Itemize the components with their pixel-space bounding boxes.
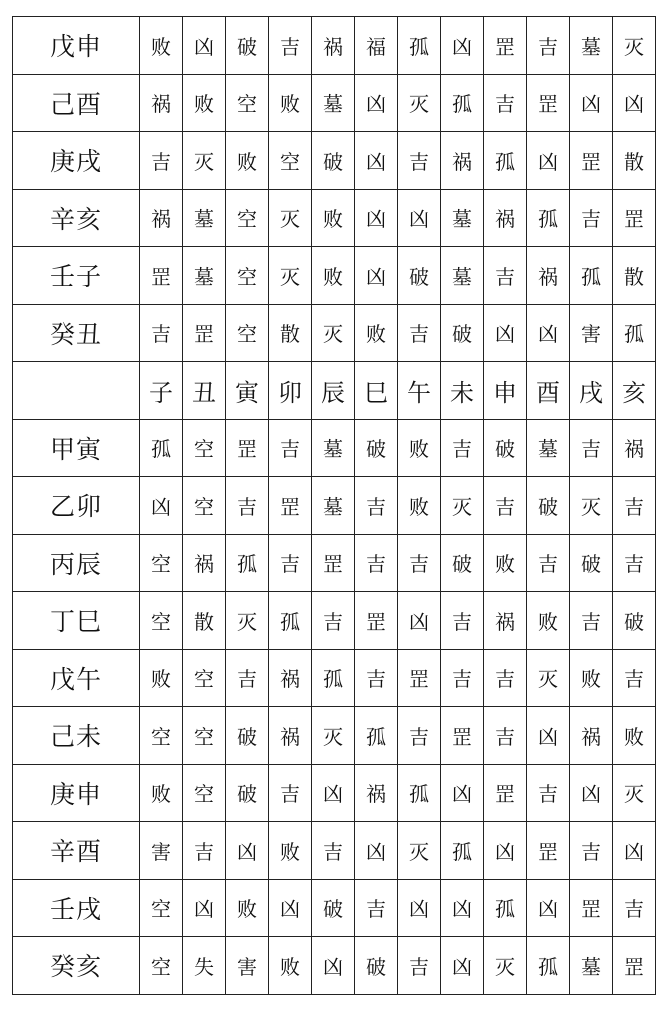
row-label: 戊申 <box>13 17 140 75</box>
table-cell: 孤 <box>398 764 441 822</box>
table-cell: 凶 <box>441 937 484 995</box>
table-cell: 吉 <box>570 189 613 247</box>
table-cell: 空 <box>140 707 183 765</box>
table-cell: 吉 <box>226 477 269 535</box>
table-cell: 破 <box>226 707 269 765</box>
almanac-table-wrapper <box>12 16 656 995</box>
table-cell: 空 <box>140 534 183 592</box>
table-cell: 孤 <box>484 879 527 937</box>
table-cell: 墓 <box>312 477 355 535</box>
table-cell: 凶 <box>527 879 570 937</box>
table-cell: 凶 <box>226 822 269 880</box>
table-cell: 败 <box>183 74 226 132</box>
table-cell: 破 <box>312 132 355 190</box>
table-cell: 灭 <box>527 649 570 707</box>
table-cell: 破 <box>312 879 355 937</box>
table-cell: 凶 <box>398 592 441 650</box>
table-cell: 祸 <box>613 419 656 477</box>
table-cell: 吉 <box>570 822 613 880</box>
table-cell: 灭 <box>269 189 312 247</box>
table-cell: 吉 <box>312 592 355 650</box>
table-cell: 破 <box>226 17 269 75</box>
table-cell: 凶 <box>527 707 570 765</box>
table-cell: 吉 <box>570 419 613 477</box>
table-cell: 凶 <box>355 822 398 880</box>
row-label: 丁巳 <box>13 592 140 650</box>
table-cell: 祸 <box>269 649 312 707</box>
table-cell: 吉 <box>484 477 527 535</box>
table-cell: 凶 <box>527 132 570 190</box>
table-cell: 孤 <box>484 132 527 190</box>
table-cell: 祸 <box>183 534 226 592</box>
table-cell: 败 <box>140 17 183 75</box>
table-cell: 凶 <box>312 937 355 995</box>
row-label: 戊午 <box>13 649 140 707</box>
blank-label-cell <box>13 362 140 420</box>
row-label: 壬戌 <box>13 879 140 937</box>
table-cell: 孤 <box>441 74 484 132</box>
table-cell: 吉 <box>484 247 527 305</box>
table-cell: 罡 <box>570 879 613 937</box>
table-cell: 罡 <box>527 74 570 132</box>
table-cell: 吉 <box>484 707 527 765</box>
table-cell: 灭 <box>312 304 355 362</box>
table-cell: 空 <box>140 937 183 995</box>
table-cell: 败 <box>269 937 312 995</box>
row-label: 己酉 <box>13 74 140 132</box>
table-cell: 祸 <box>140 74 183 132</box>
table-cell: 墓 <box>570 937 613 995</box>
table-row <box>13 592 656 650</box>
table-cell: 破 <box>226 764 269 822</box>
table-cell: 吉 <box>441 419 484 477</box>
table-cell: 吉 <box>269 419 312 477</box>
table-cell: 祸 <box>484 189 527 247</box>
table-cell: 吉 <box>570 592 613 650</box>
table-cell: 破 <box>484 419 527 477</box>
table-cell: 凶 <box>355 132 398 190</box>
branch-header-cell: 巳 <box>355 362 398 420</box>
table-row <box>13 764 656 822</box>
table-cell: 害 <box>140 822 183 880</box>
table-cell: 灭 <box>312 707 355 765</box>
table-cell: 灭 <box>183 132 226 190</box>
table-cell: 凶 <box>183 17 226 75</box>
table-cell: 破 <box>398 247 441 305</box>
table-cell: 祸 <box>570 707 613 765</box>
table-cell: 吉 <box>484 74 527 132</box>
row-label: 己未 <box>13 707 140 765</box>
branch-header-cell: 亥 <box>613 362 656 420</box>
table-cell: 害 <box>570 304 613 362</box>
table-cell: 吉 <box>355 879 398 937</box>
table-cell: 败 <box>355 304 398 362</box>
table-cell: 祸 <box>269 707 312 765</box>
table-cell: 破 <box>355 937 398 995</box>
table-cell: 罡 <box>398 649 441 707</box>
table-cell: 败 <box>312 189 355 247</box>
table-cell: 败 <box>484 534 527 592</box>
table-cell: 祸 <box>484 592 527 650</box>
table-cell: 吉 <box>140 304 183 362</box>
table-cell: 孤 <box>312 649 355 707</box>
table-cell: 败 <box>398 477 441 535</box>
table-cell: 墓 <box>312 74 355 132</box>
table-cell: 孤 <box>527 189 570 247</box>
table-cell: 凶 <box>613 822 656 880</box>
branch-header-cell: 戌 <box>570 362 613 420</box>
table-cell: 祸 <box>441 132 484 190</box>
table-cell: 罡 <box>484 764 527 822</box>
table-cell: 败 <box>226 132 269 190</box>
table-cell: 破 <box>613 592 656 650</box>
table-cell: 吉 <box>355 649 398 707</box>
table-cell: 墓 <box>183 189 226 247</box>
table-cell: 孤 <box>613 304 656 362</box>
table-cell: 败 <box>570 649 613 707</box>
table-cell: 凶 <box>570 764 613 822</box>
table-cell: 墓 <box>570 17 613 75</box>
table-cell: 灭 <box>613 764 656 822</box>
table-cell: 空 <box>226 74 269 132</box>
table-cell: 灭 <box>398 74 441 132</box>
table-cell: 吉 <box>269 764 312 822</box>
table-cell: 罡 <box>312 534 355 592</box>
table-cell: 散 <box>183 592 226 650</box>
table-cell: 罡 <box>226 419 269 477</box>
table-cell: 孤 <box>527 937 570 995</box>
table-row <box>13 189 656 247</box>
branch-header-row <box>13 362 656 420</box>
table-cell: 凶 <box>441 764 484 822</box>
table-cell: 孤 <box>570 247 613 305</box>
table-row <box>13 822 656 880</box>
table-cell: 吉 <box>183 822 226 880</box>
table-cell: 空 <box>183 419 226 477</box>
table-cell: 害 <box>226 937 269 995</box>
row-label: 庚申 <box>13 764 140 822</box>
table-cell: 吉 <box>527 17 570 75</box>
table-cell: 凶 <box>355 189 398 247</box>
table-cell: 墓 <box>441 247 484 305</box>
table-cell: 凶 <box>484 822 527 880</box>
table-cell: 凶 <box>570 74 613 132</box>
branch-header-cell: 寅 <box>226 362 269 420</box>
table-cell: 凶 <box>527 304 570 362</box>
row-label: 辛亥 <box>13 189 140 247</box>
table-cell: 灭 <box>269 247 312 305</box>
table-cell: 散 <box>269 304 312 362</box>
almanac-table <box>12 16 656 995</box>
table-cell: 空 <box>140 592 183 650</box>
table-cell: 祸 <box>312 17 355 75</box>
table-cell: 灭 <box>484 937 527 995</box>
table-cell: 罡 <box>269 477 312 535</box>
table-cell: 吉 <box>312 822 355 880</box>
branch-header-cell: 午 <box>398 362 441 420</box>
row-label: 庚戌 <box>13 132 140 190</box>
table-cell: 吉 <box>398 937 441 995</box>
table-cell: 吉 <box>226 649 269 707</box>
table-cell: 破 <box>527 477 570 535</box>
table-cell: 灭 <box>398 822 441 880</box>
table-cell: 败 <box>269 822 312 880</box>
row-label: 丙辰 <box>13 534 140 592</box>
table-cell: 罡 <box>183 304 226 362</box>
table-row <box>13 419 656 477</box>
table-cell: 罡 <box>140 247 183 305</box>
table-cell: 吉 <box>441 592 484 650</box>
table-cell: 空 <box>269 132 312 190</box>
table-cell: 凶 <box>398 879 441 937</box>
table-cell: 灭 <box>613 17 656 75</box>
table-cell: 灭 <box>570 477 613 535</box>
table-cell: 祸 <box>527 247 570 305</box>
table-cell: 散 <box>613 247 656 305</box>
table-cell: 凶 <box>613 74 656 132</box>
table-cell: 吉 <box>269 17 312 75</box>
branch-header-cell: 未 <box>441 362 484 420</box>
table-cell: 空 <box>183 477 226 535</box>
table-cell: 吉 <box>527 534 570 592</box>
table-cell: 失 <box>183 937 226 995</box>
table-cell: 墓 <box>527 419 570 477</box>
table-row <box>13 879 656 937</box>
table-cell: 祸 <box>140 189 183 247</box>
branch-header-cell: 卯 <box>269 362 312 420</box>
table-cell: 凶 <box>398 189 441 247</box>
branch-header-cell: 申 <box>484 362 527 420</box>
table-cell: 吉 <box>398 132 441 190</box>
table-cell: 祸 <box>355 764 398 822</box>
table-row <box>13 707 656 765</box>
table-cell: 罡 <box>613 189 656 247</box>
branch-header-cell: 酉 <box>527 362 570 420</box>
table-cell: 凶 <box>441 879 484 937</box>
table-cell: 墓 <box>312 419 355 477</box>
table-cell: 孤 <box>269 592 312 650</box>
row-label: 癸亥 <box>13 937 140 995</box>
table-cell: 空 <box>226 247 269 305</box>
table-cell: 空 <box>183 649 226 707</box>
table-row <box>13 477 656 535</box>
table-cell: 空 <box>140 879 183 937</box>
row-label: 辛酉 <box>13 822 140 880</box>
table-cell: 吉 <box>398 304 441 362</box>
table-cell: 破 <box>355 419 398 477</box>
table-row <box>13 304 656 362</box>
table-cell: 吉 <box>355 477 398 535</box>
table-cell: 凶 <box>355 74 398 132</box>
table-cell: 孤 <box>398 17 441 75</box>
table-cell: 孤 <box>226 534 269 592</box>
table-cell: 吉 <box>527 764 570 822</box>
table-cell: 罡 <box>484 17 527 75</box>
table-row <box>13 74 656 132</box>
branch-header-cell: 子 <box>140 362 183 420</box>
table-cell: 败 <box>398 419 441 477</box>
table-cell: 罡 <box>355 592 398 650</box>
table-cell: 吉 <box>398 534 441 592</box>
table-cell: 凶 <box>269 879 312 937</box>
table-cell: 空 <box>226 189 269 247</box>
table-row <box>13 132 656 190</box>
table-cell: 散 <box>613 132 656 190</box>
table-cell: 吉 <box>398 707 441 765</box>
table-row <box>13 534 656 592</box>
table-cell: 败 <box>140 764 183 822</box>
table-cell: 败 <box>140 649 183 707</box>
table-cell: 凶 <box>355 247 398 305</box>
table-cell: 吉 <box>269 534 312 592</box>
table-cell: 灭 <box>226 592 269 650</box>
row-label: 壬子 <box>13 247 140 305</box>
table-row <box>13 649 656 707</box>
branch-header-cell: 辰 <box>312 362 355 420</box>
table-cell: 吉 <box>613 879 656 937</box>
table-cell: 灭 <box>441 477 484 535</box>
table-cell: 凶 <box>484 304 527 362</box>
table-cell: 破 <box>441 304 484 362</box>
table-cell: 破 <box>441 534 484 592</box>
table-cell: 墓 <box>183 247 226 305</box>
almanac-table-body <box>13 17 656 995</box>
table-cell: 孤 <box>441 822 484 880</box>
table-cell: 凶 <box>183 879 226 937</box>
table-cell: 败 <box>312 247 355 305</box>
table-cell: 吉 <box>484 649 527 707</box>
row-label: 甲寅 <box>13 419 140 477</box>
table-cell: 凶 <box>140 477 183 535</box>
table-cell: 罡 <box>441 707 484 765</box>
table-cell: 吉 <box>613 649 656 707</box>
table-cell: 福 <box>355 17 398 75</box>
table-cell: 孤 <box>140 419 183 477</box>
table-cell: 败 <box>226 879 269 937</box>
row-label: 癸丑 <box>13 304 140 362</box>
table-cell: 墓 <box>441 189 484 247</box>
table-cell: 破 <box>570 534 613 592</box>
table-cell: 吉 <box>140 132 183 190</box>
branch-header-cell: 丑 <box>183 362 226 420</box>
table-cell: 凶 <box>312 764 355 822</box>
row-label: 乙卯 <box>13 477 140 535</box>
table-cell: 孤 <box>355 707 398 765</box>
table-cell: 吉 <box>613 477 656 535</box>
table-cell: 败 <box>613 707 656 765</box>
table-cell: 空 <box>226 304 269 362</box>
table-cell: 罡 <box>613 937 656 995</box>
table-cell: 败 <box>269 74 312 132</box>
table-row <box>13 247 656 305</box>
table-cell: 凶 <box>441 17 484 75</box>
table-cell: 空 <box>183 764 226 822</box>
table-cell: 败 <box>527 592 570 650</box>
table-cell: 罡 <box>570 132 613 190</box>
table-row <box>13 937 656 995</box>
table-cell: 吉 <box>613 534 656 592</box>
table-cell: 罡 <box>527 822 570 880</box>
table-cell: 吉 <box>441 649 484 707</box>
table-cell: 空 <box>183 707 226 765</box>
table-cell: 吉 <box>355 534 398 592</box>
table-row <box>13 17 656 75</box>
